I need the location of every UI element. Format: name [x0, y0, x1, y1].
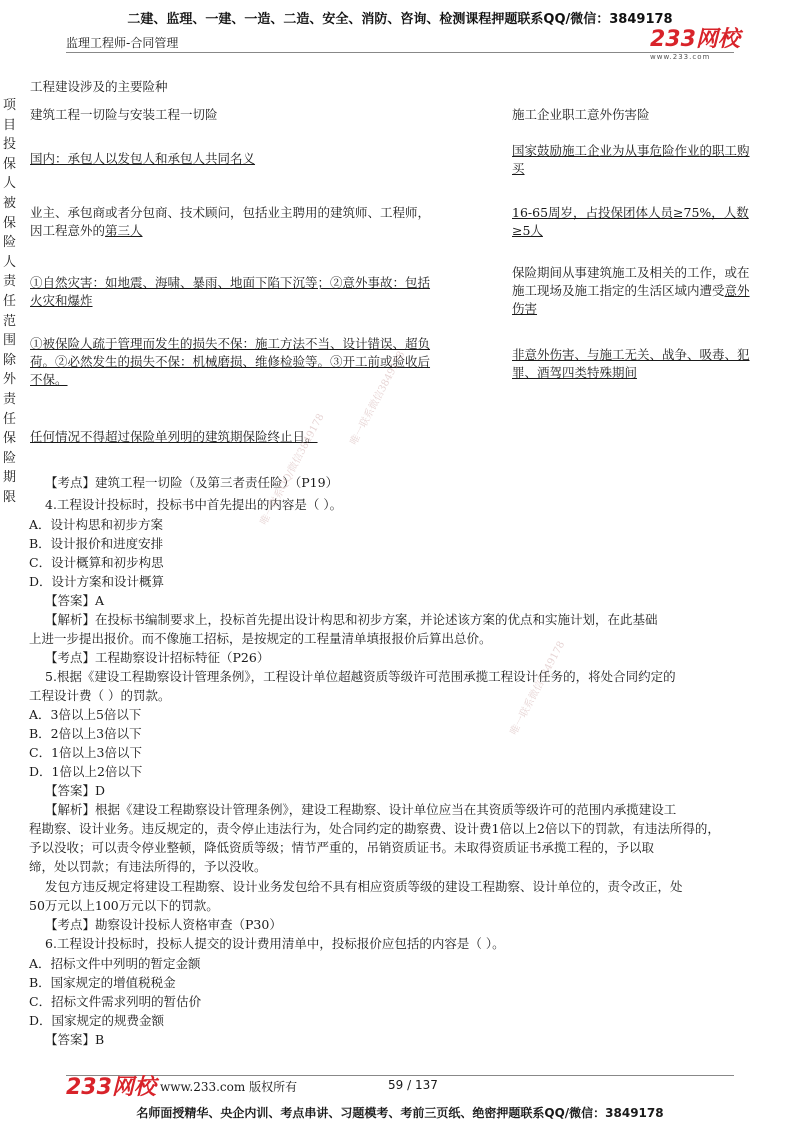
left-scope: ①自然灾害：如地震、海啸、暴雨、地面下陷下沉等；②意外事故：包括 火灾和爆炸 — [30, 275, 431, 308]
body-line: C．设计概算和初步构思 — [29, 555, 164, 570]
body-line: 4.工程设计投标时，投标书中首先提出的内容是（ ）。 — [45, 497, 343, 512]
body-line: 【考点】建筑工程一切险（及第三者责任险）（P19） — [45, 475, 339, 490]
body-line: 6.工程设计投标时，投标人提交的设计费用清单中，投标报价应包括的内容是（ ）。 — [45, 936, 505, 951]
left-exclusion: ①被保险人疏于管理而发生的损失不保：施工方法不当、设计错误、超负 荷。②必然发生的损失不保：机械磨损、维修检验等。③开工前或验收后 不保。 — [30, 336, 431, 387]
body-line: 程勘察、设计业务。违反规定的，责令停止违法行为，处合同约定的勘察费、设计费1倍以上2倍以下的罚款，有违法所得的， — [29, 821, 720, 836]
document-subtitle: 监理工程师-合同管理 — [66, 36, 179, 50]
body-line: 【考点】工程勘察设计招标特征（P26） — [45, 650, 270, 665]
body-line: D．设计方案和设计概算 — [29, 574, 165, 589]
watermark: 唯一联系微信3849178 — [508, 639, 568, 738]
header-rule — [66, 52, 734, 53]
left-period: 任何情况不得超过保险单列明的建筑期保险终止日。 — [30, 429, 318, 444]
right-policyholder: 国家鼓励施工企业为从事危险作业的职工购 买 — [512, 143, 750, 176]
footer-rule — [66, 1075, 734, 1076]
watermark: 唯一联系微信3849178 — [348, 349, 408, 448]
right-exclusion: 非意外伤害、与施工无关、战争、吸毒、犯 罪、酒驾四类特殊期间 — [512, 347, 750, 380]
body-line: 【解析】根据《建设工程勘察设计管理条例》，建设工程勘察、设计单位应当在其资质等级许可的范围内承揽建设工 — [45, 802, 677, 817]
row-header-column: 项目投保人被保险人责任范围除外责任保险期限 — [3, 98, 17, 505]
footer-promo: 名师面授精华、央企内训、考点串讲、习题模考、考前三页纸、绝密押题联系QQ/微信：3849178 — [136, 1106, 664, 1120]
body-line: A．招标文件中列明的暂定金额 — [29, 956, 201, 971]
body-line: 发包方违反规定将建设工程勘察、设计业务发包给不具有相应资质等级的建设工程勘察、设计单位的，责令改正，处 — [45, 879, 683, 894]
left-policyholder: 国内：承包人以发包人和承包人共同名义 — [30, 151, 256, 166]
right-head: 施工企业职工意外伤害险 — [512, 107, 650, 122]
body-line: C．1倍以上3倍以下 — [29, 745, 142, 760]
header-promo: 二建、监理、一建、一造、二造、安全、消防、咨询、检测课程押题联系QQ/微信：3849178 — [127, 12, 673, 27]
left-head: 建筑工程一切险与安装工程一切险 — [30, 107, 218, 122]
body-line: 5.根据《建设工程勘察设计管理条例》，工程设计单位超越资质等级许可范围承揽工程设计任务的，将处合同约定的 — [45, 669, 676, 684]
page-number: 59 / 137 — [388, 1078, 438, 1092]
body-line: 上进一步提出报价。而不像施工招标，是按规定的工程量清单填报报价后算出总价。 — [29, 631, 492, 646]
body-line: 【答案】A — [45, 593, 105, 608]
footer-logo: 233网校 — [66, 1075, 156, 1100]
right-insured: 16-65周岁，占投保团体人员≥75%，人数 ≥5人 — [512, 205, 749, 238]
body-line: 予以没收；可以责令停业整顿，降低资质等级；情节严重的，吊销资质证书。未取得资质证书承揽工程的，予以取 — [29, 840, 655, 855]
body-line: 缔，处以罚款；有违法所得的，予以没收。 — [29, 859, 267, 874]
body-line: A．设计构思和初步方案 — [29, 517, 164, 532]
body-line: A．3倍以上5倍以下 — [29, 707, 142, 722]
brand-logo — [650, 22, 740, 61]
body-line: D．1倍以上2倍以下 — [29, 764, 143, 779]
body-line: B．2倍以上3倍以下 — [29, 726, 142, 741]
table-title: 工程建设涉及的主要险种 — [30, 79, 168, 94]
right-scope: 保险期间从事建筑施工及相关的工作，或在 施工现场及施工指定的生活区域内遭受意外 伤害 — [512, 265, 750, 316]
body-line: 【考点】勘察设计投标人资格审查（P30） — [45, 917, 282, 932]
body-line: B．设计报价和进度安排 — [29, 536, 164, 551]
body-line: 【答案】D — [45, 783, 106, 798]
body-line: 50万元以上100万元以下的罚款。 — [29, 898, 219, 913]
body-line: 【解析】在投标书编制要求上，投标首先提出设计构思和初步方案，并论述该方案的优点和实施计划，在此基础 — [45, 612, 658, 627]
body-line: 【答案】B — [45, 1032, 105, 1047]
left-insured: 业主、承包商或者分包商、技术顾问，包括业主聘用的建筑师、工程师， 因工程意外的第三人 — [30, 205, 431, 238]
footer-copyright: www.233.com 版权所有 — [160, 1080, 298, 1094]
watermark: 唯一联系QQ/微信3849178 — [258, 412, 327, 528]
body-line: 工程设计费（ ）的罚款。 — [29, 688, 171, 703]
body-line: D．国家规定的规费金额 — [29, 1013, 165, 1028]
body-line: B．国家规定的增值税税金 — [29, 975, 176, 990]
body-line: C．招标文件需求列明的暂估价 — [29, 994, 202, 1009]
logo-text: 233网校 — [650, 27, 740, 52]
logo-url: www.233.com — [650, 53, 711, 61]
